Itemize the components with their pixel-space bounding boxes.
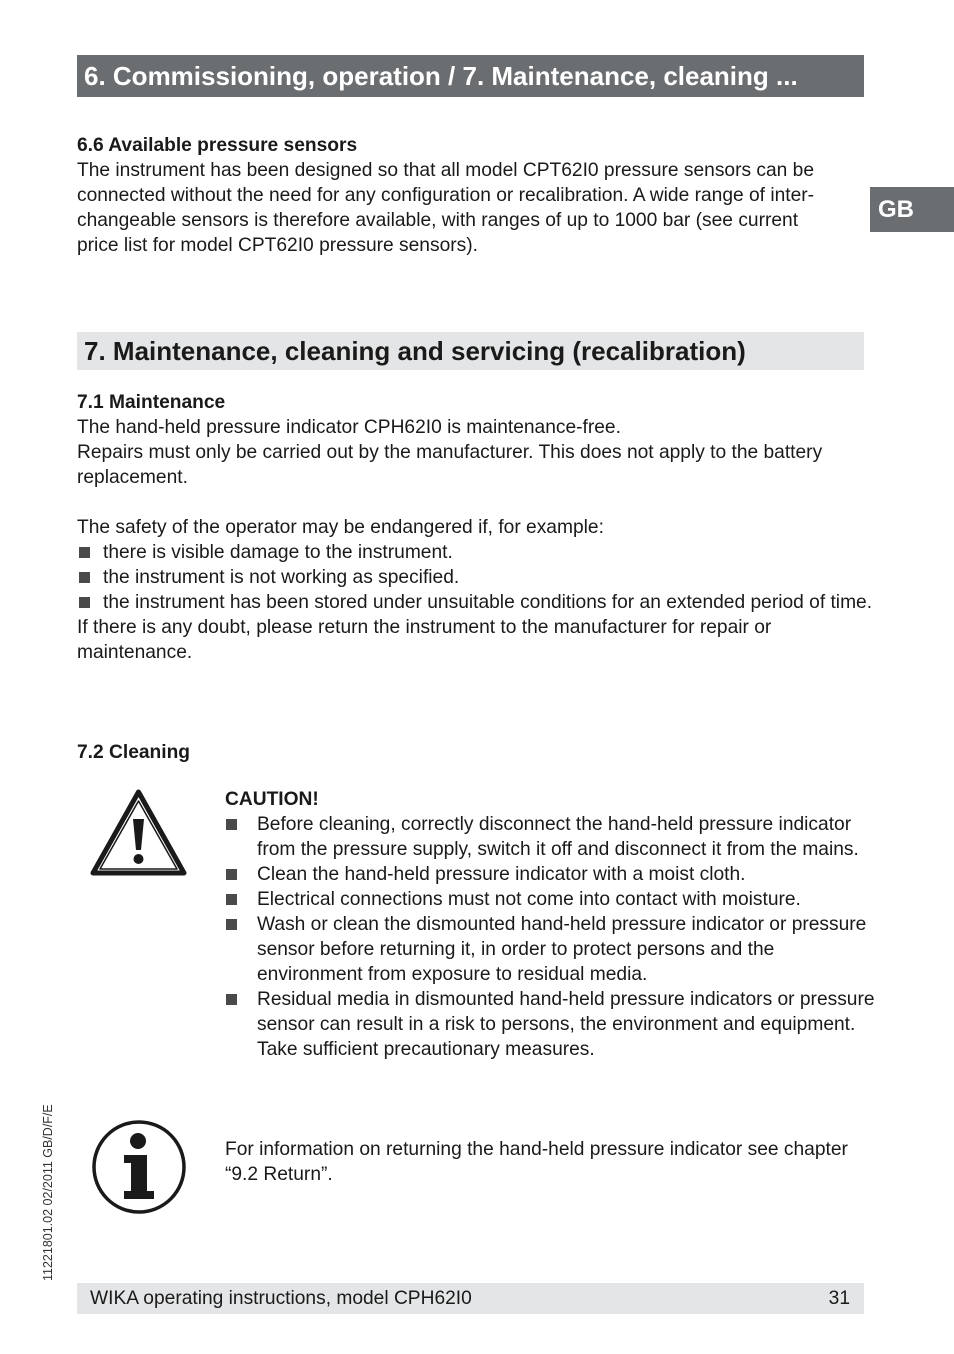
page-footer: [77, 1283, 864, 1314]
section-7-2-title: 7.2 Cleaning: [77, 742, 191, 763]
section-6-6-line: The instrument has been designed so that all model CPT62I0 pressure sensors can be: [77, 160, 815, 181]
info-icon: [91, 1119, 187, 1215]
section-6-6-title: 6.6 Available pressure sensors: [77, 135, 358, 156]
list-item: Residual media in dismounted hand-held pressure indicators or pressure sensor can result in a risk to persons, the environment and equipment. Take sufficient precautionary measures.: [225, 987, 875, 1062]
return-info-text: For information on returning the hand-held pressure indicator see chapter “9.2 Return”.: [225, 1139, 848, 1185]
section-header-7: 7. Maintenance, cleaning and servicing (recalibration): [77, 332, 864, 370]
maintenance-free-text: The hand-held pressure indicator CPH62I0 is maintenance-free.: [77, 417, 621, 438]
section-7-1: [77, 390, 877, 665]
page-number: 31: [828, 1288, 850, 1309]
section-6-6-line: connected without the need for any configuration or recalibration. A wide range of inter-: [77, 185, 815, 206]
list-item: Wash or clean the dismounted hand-held pressure indicator or pressure sensor before returning it, in order to protect persons and the environment from exposure to residual media.: [225, 912, 875, 987]
list-item: Clean the hand-held pressure indicator with a moist cloth.: [225, 862, 875, 887]
repairs-text: Repairs must only be carried out by the manufacturer. This does not apply to the battery replacement.: [77, 442, 823, 488]
list-item: the instrument has been stored under unsuitable conditions for an extended period of time.: [77, 590, 877, 615]
safety-list: [77, 540, 877, 615]
warning-triangle-icon: [89, 788, 188, 877]
section-6-6-line: price list for model CPT62I0 pressure sensors).: [77, 235, 478, 256]
doubt-text: If there is any doubt, please return the instrument to the manufacturer for repair or maintenance.: [77, 617, 772, 663]
safety-intro: The safety of the operator may be endangered if, for example:: [77, 517, 604, 538]
caution-list: [225, 812, 875, 1062]
language-tab: GB: [870, 187, 954, 232]
section-6-6: [77, 133, 877, 258]
footer-text: WIKA operating instructions, model CPH62I0: [90, 1288, 472, 1309]
list-item: Electrical connections must not come into contact with moisture.: [225, 887, 875, 912]
section-header-6: 6. Commissioning, operation / 7. Maintenance, cleaning ...: [77, 55, 864, 97]
section-7-2: [77, 740, 877, 765]
caution-block: [225, 787, 875, 1062]
list-item: Before cleaning, correctly disconnect the hand-held pressure indicator from the pressure supply, switch it off and disconnect it from the mains.: [225, 812, 875, 862]
caution-title: CAUTION!: [225, 789, 319, 810]
section-7-1-title: 7.1 Maintenance: [77, 392, 226, 413]
list-item: there is visible damage to the instrument.: [77, 540, 877, 565]
document-code: 11221801.02 02/2011 GB/D/F/E: [41, 1104, 55, 1281]
list-item: the instrument is not working as specified.: [77, 565, 877, 590]
section-6-6-line: changeable sensors is therefore available, with ranges of up to 1000 bar (see current: [77, 210, 799, 231]
